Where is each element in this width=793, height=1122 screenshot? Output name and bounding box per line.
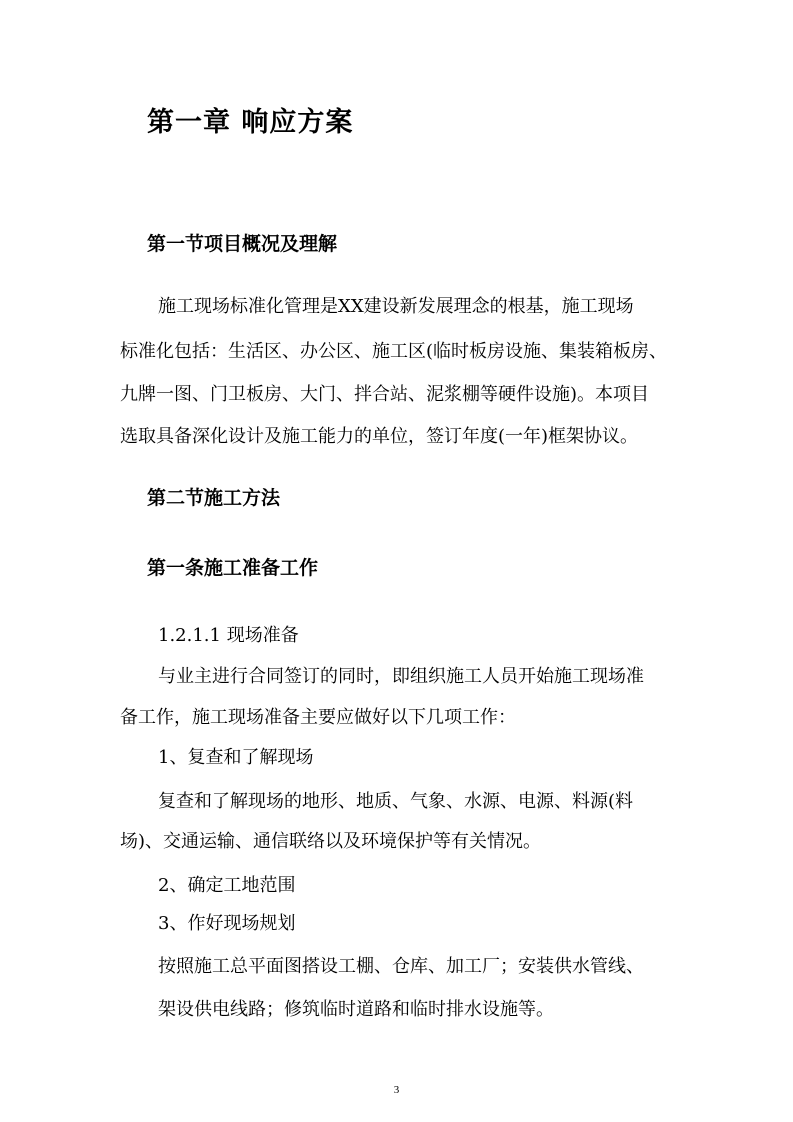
paragraph-line: 选取具备深化设计及施工能力的单位，签订年度(一年)框架协议。 bbox=[120, 426, 639, 447]
paragraph-line: 架设供电线路；修筑临时道路和临时排水设施等。 bbox=[158, 999, 554, 1020]
paragraph-line: 九牌一图、门卫板房、大门、拌合站、泥浆棚等硬件设施)。本项目 bbox=[120, 384, 650, 405]
section-2-heading: 第二节施工方法 bbox=[147, 487, 281, 509]
paragraph-line: 标准化包括：生活区、办公区、施工区(临时板房设施、集装箱板房、 bbox=[120, 341, 668, 362]
paragraph-line: 按照施工总平面图搭设工棚、仓库、加工厂；安装供水管线、 bbox=[158, 956, 644, 977]
list-item-title: 1、复查和了解现场 bbox=[158, 747, 314, 768]
page-number: 3 bbox=[393, 1084, 400, 1096]
paragraph-line: 与业主进行合同签订的同时，即组织施工人员开始施工现场准 bbox=[158, 666, 644, 687]
paragraph-line: 备工作，施工现场准备主要应做好以下几项工作： bbox=[120, 707, 516, 728]
paragraph-line: 场)、交通运输、通信联络以及环境保护等有关情况。 bbox=[120, 831, 542, 852]
article-heading: 第一条施工准备工作 bbox=[147, 557, 319, 579]
paragraph-line: 施工现场标准化管理是XX建设新发展理念的根基，施工现场 bbox=[158, 296, 634, 317]
chapter-title: 第一章 响应方案 bbox=[147, 107, 354, 138]
list-item-title: 3、作好现场规划 bbox=[158, 913, 296, 934]
section-1-heading: 第一节项目概况及理解 bbox=[147, 233, 338, 255]
list-item-title: 2、确定工地范围 bbox=[158, 875, 296, 896]
paragraph-line: 复查和了解现场的地形、地质、气象、水源、电源、料源(料 bbox=[158, 791, 634, 812]
sub-heading: 1.2.1.1 现场准备 bbox=[158, 625, 299, 646]
